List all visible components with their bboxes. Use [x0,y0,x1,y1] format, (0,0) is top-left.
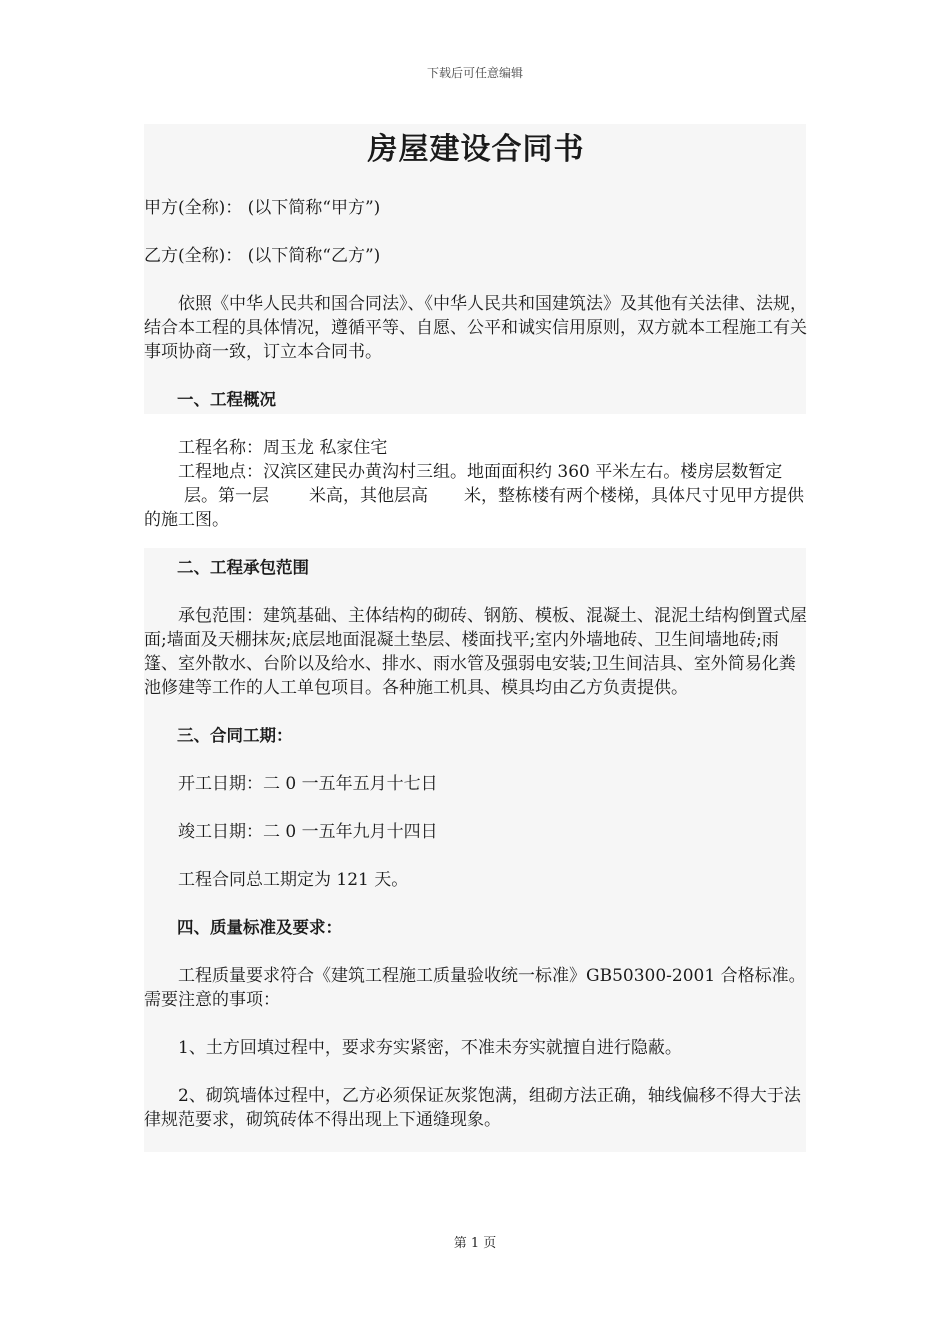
start-date-line: 开工日期：二 0 一五年五月十七日 [178,774,438,794]
project-name-line: 工程名称：周玉龙 私家住宅 [178,438,388,458]
section-3-heading: 三、合同工期： [177,726,293,745]
requirement-item-1: 1、土方回填过程中，要求夯实紧密，不准未夯实就擅自进行隐蔽。 [178,1038,682,1058]
page-number: 第 1 页 [453,1236,497,1251]
scope-paragraph: 承包范围：建筑基础、主体结构的砌砖、钢筋、模板、混凝土、混泥土结构倒置式屋面;墙面及天棚抹灰;底层地面混凝土垫层、楼面找平;室内外墙地砖、卫生间墙地砖;雨篷、室外散水、台阶以及给水、排水、雨水管及强弱电安装;卫生间洁具、室外简易化粪池修建等工作的人工单包项目。各种施工机具、模具均由乙方负责提供。 [144,606,807,698]
party-a-line: 甲方(全称)： (以下简称“甲方”) [144,198,381,218]
section-1-heading: 一、工程概况 [177,390,276,409]
project-location-paragraph [144,460,808,532]
section-4-heading: 四、质量标准及要求： [177,918,342,937]
section-2-heading: 二、工程承包范围 [177,558,309,577]
document-title: 房屋建设合同书 [367,132,585,167]
duration-line: 工程合同总工期定为 121 天。 [178,870,409,890]
location-text-4: 米，整栋楼有两个楼梯，具体尺寸见甲方提供的施工图。 [144,486,804,530]
intro-paragraph: 依照《中华人民共和国合同法》、《中华人民共和国建筑法》及其他有关法律、法规，结合本工程的具体情况，遵循平等、自愿、公平和诚实信用原则，双方就本工程施工有关事项协商一致，订立本合同书。 [144,294,807,362]
location-text-3: 米高，其他层高 [309,486,428,506]
quality-standard-paragraph: 工程质量要求符合《建筑工程施工质量验收统一标准》GB50300-2001 合格标准。 需要注意的事项： [144,966,806,1010]
requirement-item-2: 2、砌筑墙体过程中，乙方必须保证灰浆饱满，组砌方法正确，轴线偏移不得大于法律规范要求，砌筑砖体不得出现上下通缝现象。 [144,1086,801,1130]
location-text-2: 层。第一层 [184,486,269,506]
header-note: 下载后可任意编辑 [426,66,523,80]
document-body [144,124,808,1132]
end-date-line: 竣工日期：二 0 一五年九月十四日 [178,822,438,842]
party-b-line: 乙方(全称)： (以下简称“乙方”) [144,246,381,266]
location-text-1: 工程地点：汉滨区建民办黄沟村三组。地面面积约 360 平米左右。楼房层数暂定 [178,462,783,482]
